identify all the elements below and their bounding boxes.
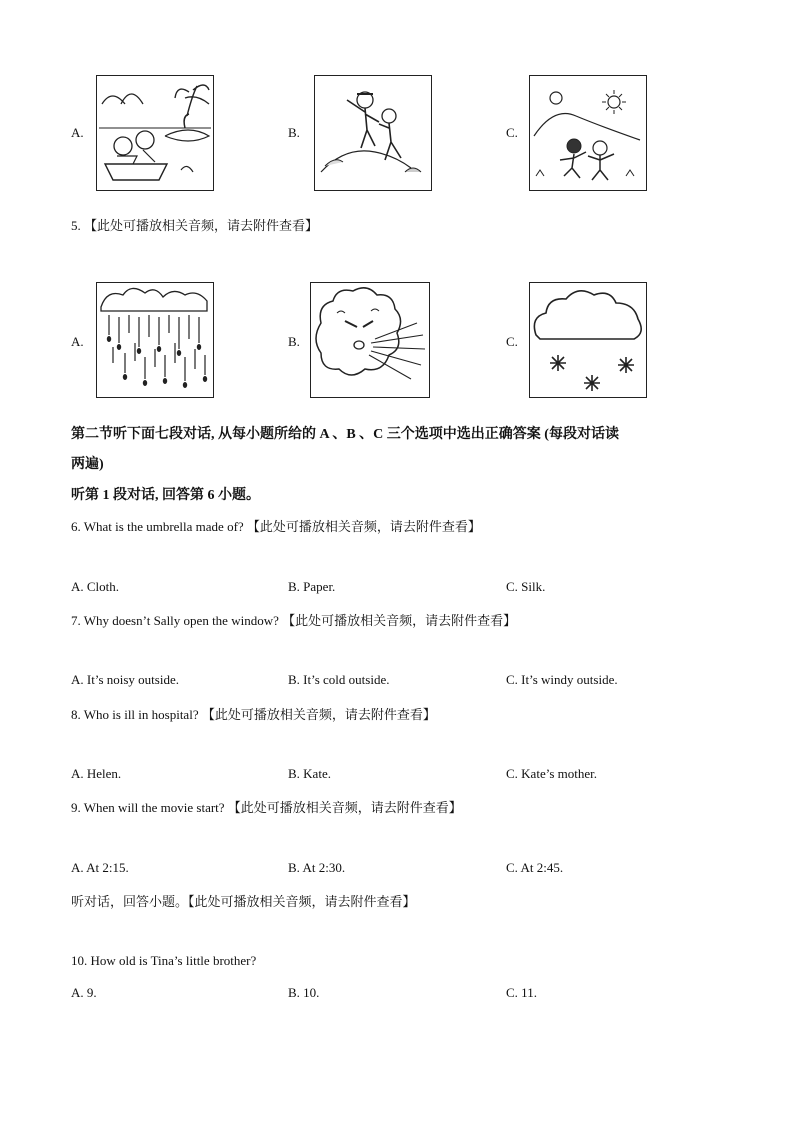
q9-option-c[interactable]: C. At 2:45.	[506, 860, 564, 875]
q7-prompt: 7. Why doesn’t Sally open the window? 【此处可播放相关音频，请去附件查看】	[71, 613, 517, 628]
section-sub-heading: 听第 1 段对话, 回答第 6 小题。	[71, 488, 260, 503]
rain-image	[96, 282, 214, 398]
section-heading-line2: 两遍)	[71, 457, 104, 472]
q8-option-b[interactable]: B. Kate.	[288, 766, 331, 781]
q7-option-c[interactable]: C. It’s windy outside.	[506, 672, 618, 687]
q7-option-a[interactable]: A. It’s noisy outside.	[71, 672, 179, 687]
q5-option-c-label: C.	[506, 334, 518, 349]
q9-option-b[interactable]: B. At 2:30.	[288, 860, 346, 875]
q10-option-a[interactable]: A. 9.	[71, 985, 97, 1000]
audio-instruction: 听对话，回答小题。【此处可播放相关音频，请去附件查看】	[71, 894, 416, 909]
q5-prompt: 5. 【此处可播放相关音频，请去附件查看】	[71, 218, 319, 233]
two-boys-climbing-hill-image	[314, 75, 432, 191]
q6-prompt: 6. What is the umbrella made of? 【此处可播放相关音频，请去附件查看】	[71, 519, 481, 534]
children-rowing-boat-image	[96, 75, 214, 191]
q8-prompt: 8. Who is ill in hospital? 【此处可播放相关音频，请去附件查看】	[71, 707, 436, 722]
q5-option-a-label: A.	[71, 334, 84, 349]
q10-option-b[interactable]: B. 10.	[288, 985, 320, 1000]
q4-option-b-label: B.	[288, 125, 300, 140]
q10-prompt: 10. How old is Tina’s little brother?	[71, 953, 257, 968]
q6-option-c[interactable]: C. Silk.	[506, 579, 546, 594]
snow-image	[529, 282, 647, 398]
section-heading-line1: 第二节听下面七段对话, 从每小题所给的 A 、B 、C 三个选项中选出正确答案 (每段对话读	[71, 427, 619, 442]
children-running-sunny-meadow-image	[529, 75, 647, 191]
q6-option-a[interactable]: A. Cloth.	[71, 579, 120, 594]
q7-option-b[interactable]: B. It’s cold outside.	[288, 672, 390, 687]
q4-option-a-label: A.	[71, 125, 84, 140]
q9-prompt: 9. When will the movie start? 【此处可播放相关音频，请去附件查看】	[71, 800, 462, 815]
q5-option-b-label: B.	[288, 334, 300, 349]
q10-option-c[interactable]: C. 11.	[506, 985, 537, 1000]
q8-option-c[interactable]: C. Kate’s mother.	[506, 766, 597, 781]
q8-option-a[interactable]: A. Helen.	[71, 766, 122, 781]
q6-option-b[interactable]: B. Paper.	[288, 579, 336, 594]
q4-option-c-label: C.	[506, 125, 518, 140]
q9-option-a[interactable]: A. At 2:15.	[71, 860, 129, 875]
wind-image	[310, 282, 430, 398]
